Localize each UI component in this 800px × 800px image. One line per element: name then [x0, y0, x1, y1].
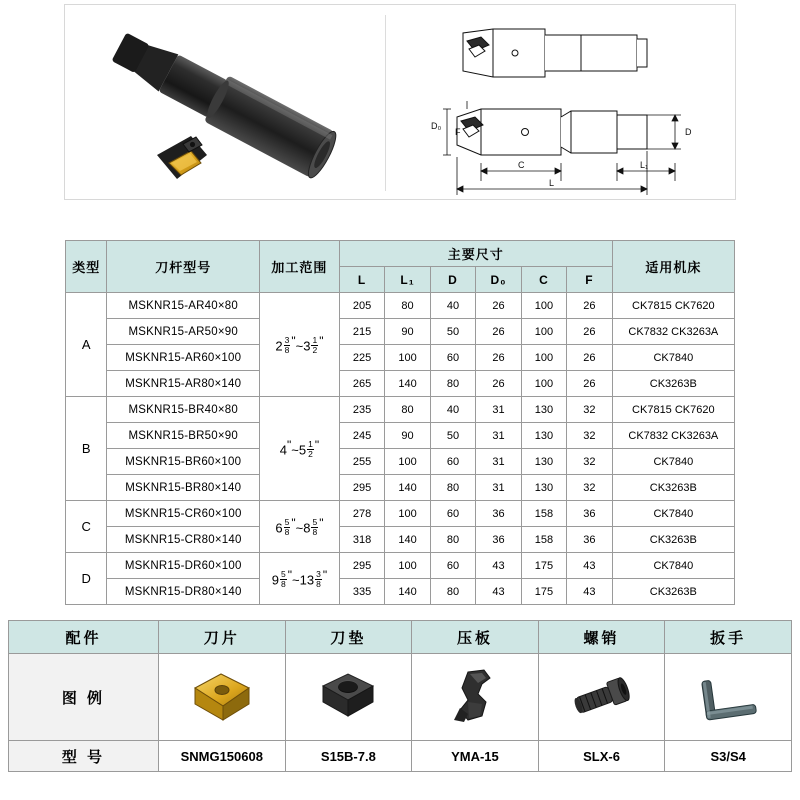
row-machine: CK7815 CK7620 [612, 293, 734, 319]
accessories-header-label: 配件 [9, 621, 159, 654]
row-L1: 100 [385, 553, 430, 579]
table-row [66, 579, 735, 605]
label-C: C [518, 160, 525, 170]
row-machine: CK7832 CK3263A [612, 423, 734, 449]
accessories-model-row [9, 741, 792, 772]
row-model: MSKNR15-CR80×140 [107, 527, 260, 553]
label-L1: L₁ [640, 160, 649, 170]
row-L1: 80 [385, 397, 430, 423]
row-model: MSKNR15-DR60×100 [107, 553, 260, 579]
row-L: 265 [339, 371, 384, 397]
accessory-model-3: SLX-6 [538, 741, 665, 772]
row-L: 245 [339, 423, 384, 449]
row-L: 335 [339, 579, 384, 605]
row-L: 278 [339, 501, 384, 527]
accessories-table-container [8, 620, 792, 772]
label-F: F [455, 127, 461, 137]
header-range: 加工范围 [260, 241, 340, 293]
row-model: MSKNR15-AR80×140 [107, 371, 260, 397]
row-C: 130 [521, 449, 566, 475]
row-L1: 90 [385, 319, 430, 345]
row-D0: 26 [476, 345, 521, 371]
row-F: 26 [567, 345, 612, 371]
row-machine: CK7832 CK3263A [612, 319, 734, 345]
table-row [66, 397, 735, 423]
table-row [66, 293, 735, 319]
group-range-B: 4"~5 $\frac{1}{2}$ " [260, 397, 340, 501]
row-model: MSKNR15-AR50×90 [107, 319, 260, 345]
label-D0: D₀ [431, 121, 442, 131]
row-machine: CK3263B [612, 475, 734, 501]
accessories-picture-row [9, 654, 792, 741]
row-D: 50 [430, 423, 475, 449]
row-D0: 31 [476, 449, 521, 475]
row-L1: 140 [385, 475, 430, 501]
screw-pin-icon [563, 667, 641, 727]
row-L: 318 [339, 527, 384, 553]
row-D: 80 [430, 579, 475, 605]
row-model: MSKNR15-CR60×100 [107, 501, 260, 527]
accessories-header-row [9, 621, 792, 654]
group-range-A: 2 $\frac{3}{8}$ "~3 $\frac{1}{2}$ " [260, 293, 340, 397]
illustration-panel [64, 4, 736, 200]
spec-header-row-1 [66, 241, 735, 267]
spec-table-head [66, 241, 735, 293]
row-C: 100 [521, 319, 566, 345]
label-L: L [549, 178, 555, 188]
row-D0: 31 [476, 423, 521, 449]
row-model: MSKNR15-AR40×80 [107, 293, 260, 319]
row-L: 255 [339, 449, 384, 475]
row-D: 80 [430, 371, 475, 397]
wrench-icon [688, 666, 768, 728]
row-L: 225 [339, 345, 384, 371]
row-F: 43 [567, 579, 612, 605]
header-dim-C: C [521, 267, 566, 293]
accessory-name-3: 螺销 [538, 621, 665, 654]
row-model: MSKNR15-BR80×140 [107, 475, 260, 501]
row-model: MSKNR15-BR40×80 [107, 397, 260, 423]
tool-holder-dimension-drawing [385, 5, 737, 201]
table-row [66, 371, 735, 397]
row-C: 158 [521, 501, 566, 527]
clamp-icon [438, 664, 512, 730]
group-type-C: C [66, 501, 107, 553]
group-type-A: A [66, 293, 107, 397]
header-type: 类型 [66, 241, 107, 293]
row-F: 26 [567, 319, 612, 345]
specification-table [65, 240, 735, 605]
header-machine: 适用机床 [612, 241, 734, 293]
row-L1: 140 [385, 527, 430, 553]
row-C: 130 [521, 423, 566, 449]
row-D0: 43 [476, 553, 521, 579]
table-row [66, 319, 735, 345]
row-D: 60 [430, 501, 475, 527]
accessory-model-1: S15B-7.8 [285, 741, 412, 772]
table-row [66, 527, 735, 553]
row-machine: CK7840 [612, 553, 734, 579]
row-F: 36 [567, 527, 612, 553]
row-machine: CK7815 CK7620 [612, 397, 734, 423]
accessories-table [8, 620, 792, 772]
accessory-model-0: SNMG150608 [158, 741, 285, 772]
header-dim-F: F [567, 267, 612, 293]
row-model: MSKNR15-BR60×100 [107, 449, 260, 475]
accessory-image-cell-shim [285, 654, 412, 741]
accessory-model-2: YMA-15 [412, 741, 539, 772]
row-machine: CK3263B [612, 371, 734, 397]
table-row [66, 501, 735, 527]
row-machine: CK3263B [612, 527, 734, 553]
row-model: MSKNR15-DR80×140 [107, 579, 260, 605]
row-C: 100 [521, 371, 566, 397]
accessories-table-body [9, 621, 792, 772]
insert-icon [185, 666, 259, 728]
row-F: 26 [567, 371, 612, 397]
group-range-D: 9 $\frac{5}{8}$ "~13 $\frac{3}{8}$ " [260, 553, 340, 605]
row-D0: 26 [476, 371, 521, 397]
row-machine: CK7840 [612, 449, 734, 475]
row-L1: 140 [385, 579, 430, 605]
row-D0: 43 [476, 579, 521, 605]
group-range-C: 6 $\frac{5}{8}$ "~8 $\frac{5}{8}$ " [260, 501, 340, 553]
group-type-B: B [66, 397, 107, 501]
row-D: 60 [430, 345, 475, 371]
row-L: 235 [339, 397, 384, 423]
specification-table-container [65, 240, 735, 605]
row-F: 32 [567, 423, 612, 449]
row-D: 40 [430, 293, 475, 319]
accessories-model-label: 型 号 [9, 741, 159, 772]
group-type-D: D [66, 553, 107, 605]
row-C: 175 [521, 579, 566, 605]
row-L: 295 [339, 553, 384, 579]
row-F: 43 [567, 553, 612, 579]
row-L1: 100 [385, 345, 430, 371]
header-dim-D0: D₀ [476, 267, 521, 293]
row-L: 215 [339, 319, 384, 345]
row-D0: 31 [476, 397, 521, 423]
row-F: 32 [567, 475, 612, 501]
accessory-name-0: 刀片 [158, 621, 285, 654]
header-main-dims: 主要尺寸 [339, 241, 612, 267]
row-F: 32 [567, 397, 612, 423]
spec-table-body [66, 293, 735, 605]
accessory-name-2: 压板 [412, 621, 539, 654]
header-dim-D: D [430, 267, 475, 293]
row-F: 26 [567, 293, 612, 319]
accessory-image-cell-wrench [665, 654, 792, 741]
row-C: 175 [521, 553, 566, 579]
header-dim-L: L [339, 267, 384, 293]
header-dim-L1: L₁ [385, 267, 430, 293]
row-D: 60 [430, 553, 475, 579]
shim-icon [311, 666, 385, 728]
row-C: 100 [521, 293, 566, 319]
row-C: 158 [521, 527, 566, 553]
accessory-name-4: 扳手 [665, 621, 792, 654]
accessory-name-1: 刀垫 [285, 621, 412, 654]
row-L1: 140 [385, 371, 430, 397]
accessory-image-cell-clamp [412, 654, 539, 741]
row-L1: 80 [385, 293, 430, 319]
row-D0: 26 [476, 293, 521, 319]
row-D0: 36 [476, 527, 521, 553]
row-machine: CK7840 [612, 345, 734, 371]
row-L1: 100 [385, 501, 430, 527]
row-model: MSKNR15-AR60×100 [107, 345, 260, 371]
row-C: 100 [521, 345, 566, 371]
row-L1: 100 [385, 449, 430, 475]
row-F: 32 [567, 449, 612, 475]
accessory-model-4: S3/S4 [665, 741, 792, 772]
row-L: 295 [339, 475, 384, 501]
table-row [66, 449, 735, 475]
row-machine: CK3263B [612, 579, 734, 605]
row-D: 80 [430, 527, 475, 553]
row-D0: 26 [476, 319, 521, 345]
accessory-image-cell-screw [538, 654, 665, 741]
row-D: 40 [430, 397, 475, 423]
row-D0: 36 [476, 501, 521, 527]
row-D: 60 [430, 449, 475, 475]
row-D0: 31 [476, 475, 521, 501]
table-row [66, 423, 735, 449]
row-model: MSKNR15-BR50×90 [107, 423, 260, 449]
table-row [66, 553, 735, 579]
table-row [66, 475, 735, 501]
row-F: 36 [567, 501, 612, 527]
row-D: 80 [430, 475, 475, 501]
label-D: D [685, 127, 692, 137]
row-C: 130 [521, 397, 566, 423]
row-C: 130 [521, 475, 566, 501]
accessory-image-cell-insert [158, 654, 285, 741]
tool-holder-3d-image [65, 5, 385, 201]
header-model: 刀杆型号 [107, 241, 260, 293]
row-D: 50 [430, 319, 475, 345]
table-row [66, 345, 735, 371]
accessories-picture-label: 图 例 [9, 654, 159, 741]
row-machine: CK7840 [612, 501, 734, 527]
row-L: 205 [339, 293, 384, 319]
row-L1: 90 [385, 423, 430, 449]
